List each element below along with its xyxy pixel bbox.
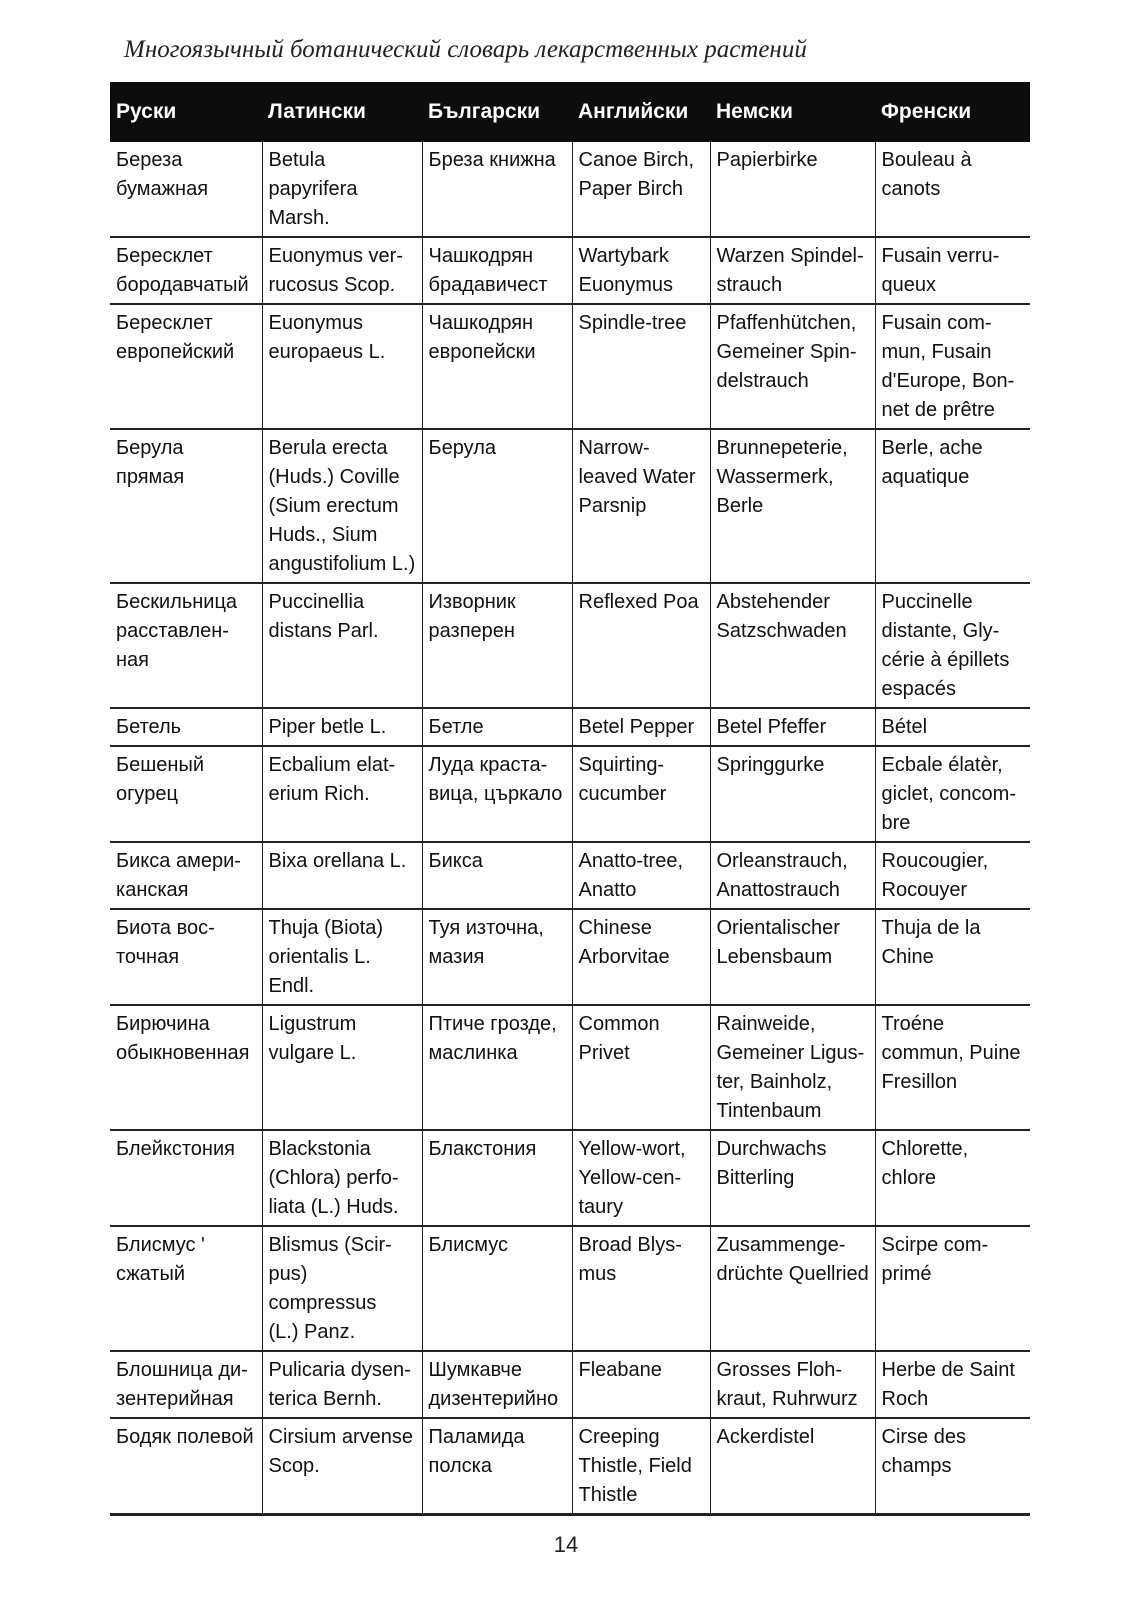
cell-latin: Bixa orellana L. xyxy=(262,842,422,909)
cell-english: Wartybark Euonymus xyxy=(572,237,710,304)
cell-french: Troéne commun, Puine Fresillon xyxy=(875,1005,1030,1130)
cell-german: Warzen Spindel- strauch xyxy=(710,237,875,304)
cell-english: Common Privet xyxy=(572,1005,710,1130)
cell-english: Squirting- cucumber xyxy=(572,746,710,842)
column-header-latin: Латински xyxy=(262,82,422,142)
table-row xyxy=(110,142,1030,237)
cell-bulgarian: Луда краста- вица, църкало xyxy=(422,746,572,842)
cell-russian: Бересклет европейский xyxy=(110,304,262,429)
table-row xyxy=(110,237,1030,304)
cell-bulgarian: Шумкавче дизентерийно xyxy=(422,1351,572,1418)
cell-german: Orientalischer Lebensbaum xyxy=(710,909,875,1005)
cell-russian: Блейкстония xyxy=(110,1130,262,1226)
cell-english: Canoe Birch, Paper Birch xyxy=(572,142,710,237)
cell-german: Durchwachs Bitterling xyxy=(710,1130,875,1226)
dictionary-table xyxy=(110,82,1030,1516)
cell-german: Betel Pfeffer xyxy=(710,708,875,746)
cell-english: Broad Blys- mus xyxy=(572,1226,710,1351)
cell-russian: Бересклет бородавчатый xyxy=(110,237,262,304)
cell-french: Puccinelle distante, Gly- cérie à épillets espacés xyxy=(875,583,1030,708)
cell-french: Herbe de Saint Roch xyxy=(875,1351,1030,1418)
cell-russian: Бешеный огурец xyxy=(110,746,262,842)
cell-russian: Бодяк полевой xyxy=(110,1418,262,1515)
table-row xyxy=(110,1351,1030,1418)
column-header-bulgarian: Български xyxy=(422,82,572,142)
table-row xyxy=(110,429,1030,583)
cell-german: Orleanstrauch, Anattostrauch xyxy=(710,842,875,909)
cell-russian: Блошница ди- зентерийная xyxy=(110,1351,262,1418)
table-row xyxy=(110,1130,1030,1226)
cell-latin: Pulicaria dysen- terica Bernh. xyxy=(262,1351,422,1418)
running-title: Многоязычный ботанический словарь лекарственных растений xyxy=(124,36,807,63)
column-header-german: Немски xyxy=(710,82,875,142)
cell-russian: Бескильница расставлен- ная xyxy=(110,583,262,708)
cell-bulgarian: Бикса xyxy=(422,842,572,909)
cell-bulgarian: Бетле xyxy=(422,708,572,746)
cell-french: Chlorette, chlore xyxy=(875,1130,1030,1226)
header-row xyxy=(110,82,1030,142)
cell-german: Ackerdistel xyxy=(710,1418,875,1515)
cell-latin: Berula erecta (Huds.) Coville (Sium erectum Huds., Sium angustifolium L.) xyxy=(262,429,422,583)
cell-latin: Euonymus ver- rucosus Scop. xyxy=(262,237,422,304)
cell-bulgarian: Паламида полска xyxy=(422,1418,572,1515)
cell-russian: Береза бумажная xyxy=(110,142,262,237)
cell-latin: Ecbalium elat- erium Rich. xyxy=(262,746,422,842)
cell-french: Cirse des champs xyxy=(875,1418,1030,1515)
cell-latin: Puccinellia distans Parl. xyxy=(262,583,422,708)
cell-french: Thuja de la Chine xyxy=(875,909,1030,1005)
cell-bulgarian: Чашкодрян европейски xyxy=(422,304,572,429)
table-row xyxy=(110,304,1030,429)
table-header xyxy=(110,82,1030,142)
cell-bulgarian: Изворник разперен xyxy=(422,583,572,708)
cell-latin: Ligustrum vulgare L. xyxy=(262,1005,422,1130)
cell-latin: Betula papyrifera Marsh. xyxy=(262,142,422,237)
cell-english: Fleabane xyxy=(572,1351,710,1418)
cell-german: Papierbirke xyxy=(710,142,875,237)
table-row xyxy=(110,746,1030,842)
cell-english: Reflexed Poa xyxy=(572,583,710,708)
cell-latin: Piper betle L. xyxy=(262,708,422,746)
cell-latin: Thuja (Biota) orientalis L. Endl. xyxy=(262,909,422,1005)
cell-german: Abstehender Satzschwaden xyxy=(710,583,875,708)
cell-french: Scirpe com- primé xyxy=(875,1226,1030,1351)
cell-russian: Бикса амери- канская xyxy=(110,842,262,909)
cell-bulgarian: Блисмус xyxy=(422,1226,572,1351)
cell-bulgarian: Берула xyxy=(422,429,572,583)
cell-latin: Blackstonia (Chlora) perfo- liata (L.) Huds. xyxy=(262,1130,422,1226)
cell-bulgarian: Блакстония xyxy=(422,1130,572,1226)
cell-german: Pfaffenhütchen, Gemeiner Spin- delstrauch xyxy=(710,304,875,429)
cell-bulgarian: Туя източна, мазия xyxy=(422,909,572,1005)
cell-english: Anatto-tree, Anatto xyxy=(572,842,710,909)
table-row xyxy=(110,1418,1030,1515)
cell-german: Brunnepeterie, Wassermerk, Berle xyxy=(710,429,875,583)
cell-french: Bouleau à canots xyxy=(875,142,1030,237)
page-number: 14 xyxy=(553,1532,579,1557)
cell-english: Spindle-tree xyxy=(572,304,710,429)
cell-bulgarian: Чашкодрян брадавичест xyxy=(422,237,572,304)
table-row xyxy=(110,1005,1030,1130)
column-header-english: Английски xyxy=(572,82,710,142)
table-body xyxy=(110,142,1030,1515)
table-row xyxy=(110,708,1030,746)
table-row xyxy=(110,1226,1030,1351)
cell-english: Creeping Thistle, Field Thistle xyxy=(572,1418,710,1515)
cell-german: Grosses Floh- kraut, Ruhrwurz xyxy=(710,1351,875,1418)
column-header-french: Френски xyxy=(875,82,1030,142)
cell-bulgarian: Птиче грозде, маслинка xyxy=(422,1005,572,1130)
table-row xyxy=(110,909,1030,1005)
cell-bulgarian: Бреза книжна xyxy=(422,142,572,237)
cell-french: Fusain verru- queux xyxy=(875,237,1030,304)
cell-english: Betel Pepper xyxy=(572,708,710,746)
cell-english: Yellow-wort, Yellow-cen- taury xyxy=(572,1130,710,1226)
cell-english: Chinese Arborvitae xyxy=(572,909,710,1005)
cell-french: Berle, ache aquatique xyxy=(875,429,1030,583)
cell-french: Bétel xyxy=(875,708,1030,746)
cell-russian: Бетель xyxy=(110,708,262,746)
cell-german: Springgurke xyxy=(710,746,875,842)
cell-latin: Blismus (Scir- pus) compressus (L.) Panz. xyxy=(262,1226,422,1351)
cell-russian: Бирючина обыкновенная xyxy=(110,1005,262,1130)
table-row xyxy=(110,842,1030,909)
cell-french: Fusain com- mun, Fusain d'Europe, Bon- net de prêtre xyxy=(875,304,1030,429)
table-row xyxy=(110,583,1030,708)
cell-latin: Cirsium arvense Scop. xyxy=(262,1418,422,1515)
cell-german: Zusammenge- drüchte Quellried xyxy=(710,1226,875,1351)
cell-english: Narrow- leaved Water Parsnip xyxy=(572,429,710,583)
cell-german: Rainweide, Gemeiner Ligus- ter, Bainholz, Tintenbaum xyxy=(710,1005,875,1130)
cell-french: Ecbale élatèr, giclet, concom- bre xyxy=(875,746,1030,842)
cell-russian: Биота вос- точная xyxy=(110,909,262,1005)
cell-french: Roucougier, Rocouyer xyxy=(875,842,1030,909)
column-header-russian: Руски xyxy=(110,82,262,142)
cell-latin: Euonymus europaeus L. xyxy=(262,304,422,429)
cell-russian: Берула прямая xyxy=(110,429,262,583)
cell-russian: Блисмус ʹ сжатый xyxy=(110,1226,262,1351)
